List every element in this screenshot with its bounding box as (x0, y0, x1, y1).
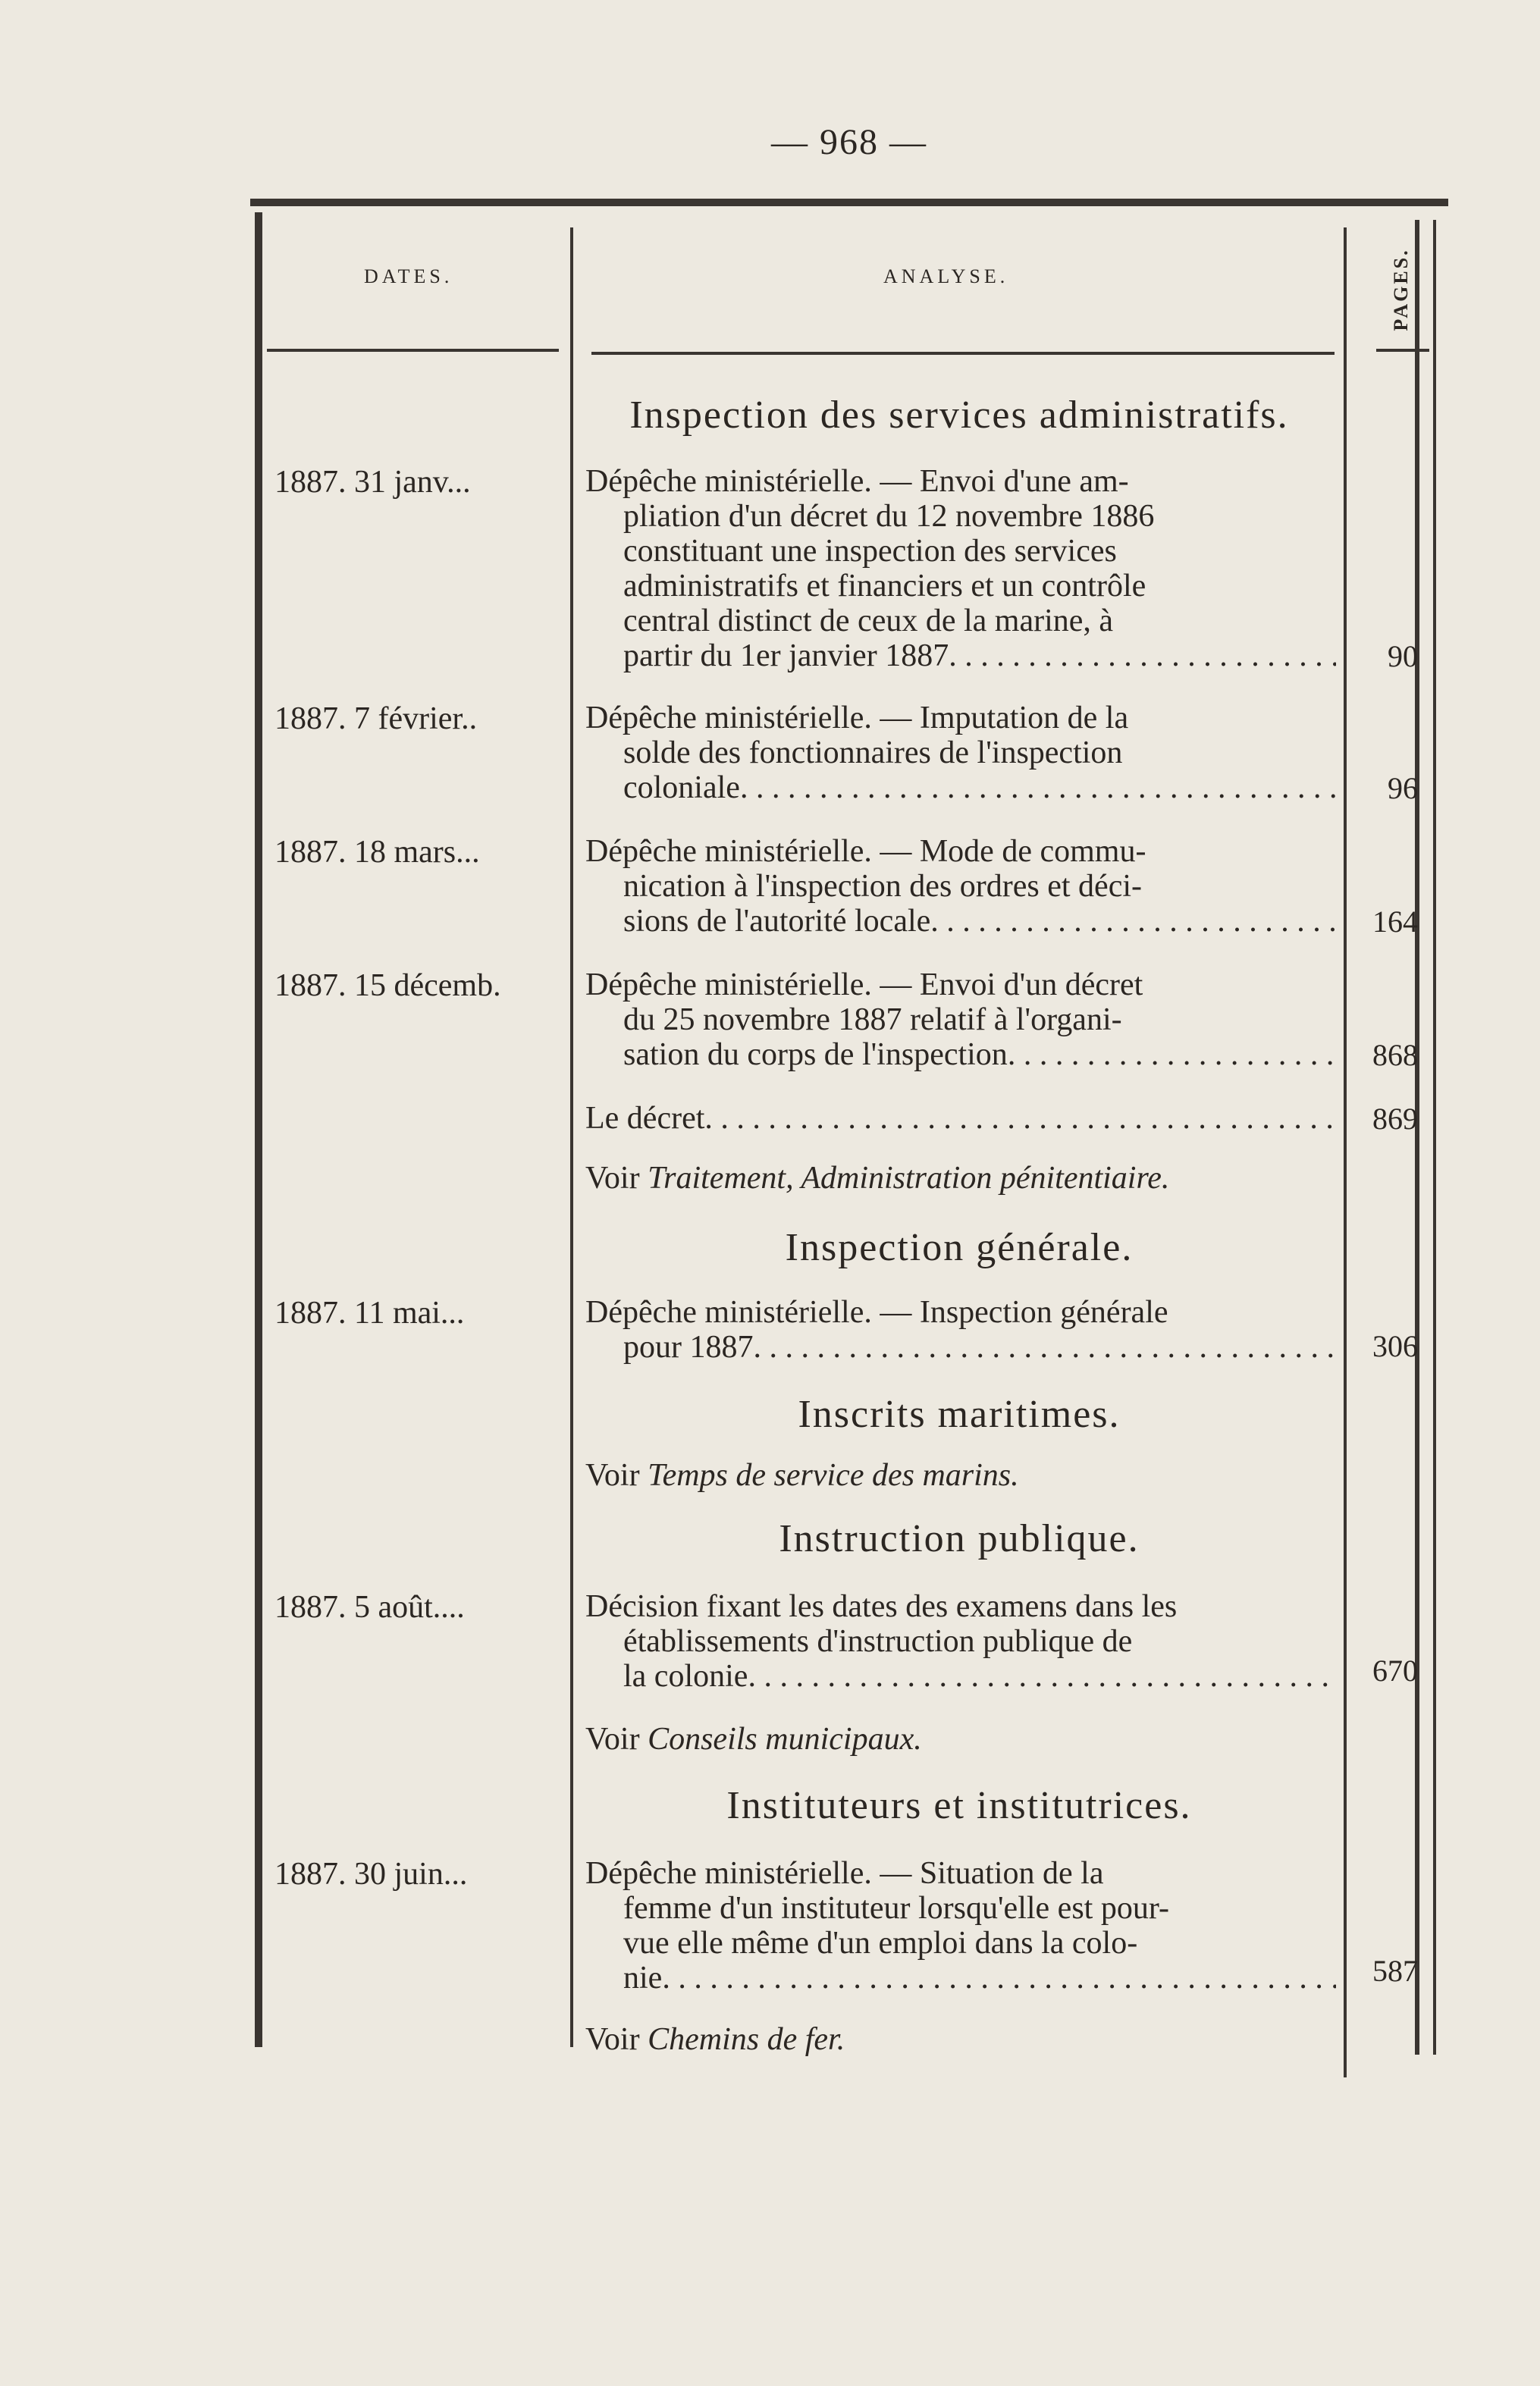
entry-line: Le décret (585, 1101, 705, 1136)
entry-analysis (585, 1101, 1336, 1136)
section-title: Instruction publique. (779, 1517, 1140, 1560)
entry-page-ref: 96 (1388, 771, 1418, 805)
entry-line: Dépêche ministérielle. — Imputation de la (585, 701, 1129, 735)
page-number: — 968 — (771, 122, 927, 162)
entry-date: 1887. 7 février.. (274, 701, 478, 736)
entry-analysis (585, 701, 1336, 805)
entry-date: 1887. 31 janv... (274, 465, 471, 500)
entry-page-ref: 164 (1372, 905, 1418, 939)
see-also-refs: Temps de service des marins. (648, 1458, 1019, 1493)
table-right-rule-outer (1433, 220, 1436, 2055)
entry-analysis (585, 1856, 1336, 1996)
header-underline-dates (267, 349, 559, 352)
entry-line: constituant une inspection des services (623, 534, 1117, 569)
entry-analysis (585, 834, 1336, 939)
entry-analysis (585, 967, 1336, 1072)
dates-column-rule (570, 227, 573, 2047)
see-also (585, 1160, 1344, 1196)
section-title: Instituteurs et institutrices. (726, 1784, 1192, 1827)
table-right-rule (1415, 220, 1419, 2055)
see-also-prefix: Voir (585, 2022, 640, 2057)
entry-page-ref: 306 (1372, 1329, 1418, 1363)
entry-page-ref: 868 (1372, 1038, 1418, 1072)
entry-line: coloniale (623, 770, 740, 805)
header-dates: DATES. (364, 265, 453, 287)
leader-dots (930, 904, 1336, 939)
entry-date: 1887. 15 décemb. (274, 968, 501, 1003)
entry-line: la colonie (623, 1659, 748, 1694)
section-title: Inspection générale. (785, 1226, 1134, 1269)
header-analyse: ANALYSE. (883, 265, 1009, 287)
entry-line: sions de l'autorité locale (623, 904, 931, 939)
entry-line: pliation d'un décret du 12 novembre 1886 (623, 499, 1155, 534)
entry-page-ref: 90 (1388, 639, 1418, 673)
leader-dots (704, 1101, 1336, 1136)
entry-line: établissements d'instruction publique de (623, 1624, 1133, 1659)
see-also-prefix: Voir (585, 1458, 640, 1493)
entry-date: 1887. 11 mai... (274, 1296, 465, 1331)
entry-page-ref: 869 (1372, 1102, 1418, 1136)
leader-dots (949, 638, 1336, 673)
entry-line: administratifs et financiers et un contrôle (623, 569, 1146, 604)
see-also (585, 2021, 1344, 2058)
entry-page-ref: 670 (1372, 1654, 1418, 1688)
entry-line: femme d'un instituteur lorsqu'elle est pour- (623, 1891, 1169, 1926)
entry-line: nie (623, 1961, 663, 1996)
entry-line: du 25 novembre 1887 relatif à l'organi- (623, 1002, 1122, 1037)
entry-line: nication à l'inspection des ordres et déci- (623, 869, 1142, 904)
entry-line: Décision fixant les dates des examens dans les (585, 1589, 1178, 1624)
header-underline-analyse (591, 352, 1335, 355)
entry-line: Dépêche ministérielle. — Inspection générale (585, 1295, 1168, 1330)
header-pages: PAGES. (1390, 248, 1412, 331)
entry-line: partir du 1er janvier 1887 (623, 638, 949, 673)
leader-dots (748, 1659, 1336, 1694)
entry-analysis (585, 464, 1336, 673)
entry-date: 1887. 30 juin... (274, 1857, 468, 1892)
section-title: Inscrits maritimes. (798, 1393, 1121, 1436)
entry-line: central distinct de ceux de la marine, à (623, 604, 1114, 638)
leader-dots (1008, 1037, 1336, 1072)
entry-analysis (585, 1295, 1336, 1365)
leader-dots (662, 1961, 1336, 1996)
see-also (585, 1457, 1344, 1494)
entry-line: Dépêche ministérielle. — Envoi d'une am- (585, 464, 1129, 499)
entry-line: vue elle même d'un emploi dans la colo- (623, 1926, 1138, 1961)
see-also-refs: Chemins de fer. (648, 2022, 845, 2057)
entry-page-ref: 587 (1372, 1954, 1418, 1988)
table-top-rule (250, 199, 1448, 206)
entry-date: 1887. 5 août.... (274, 1590, 465, 1625)
table-left-rule (255, 212, 262, 2047)
see-also-prefix: Voir (585, 1161, 640, 1196)
see-also (585, 1721, 1344, 1757)
header-underline-pages (1376, 349, 1429, 352)
entry-date: 1887. 18 mars... (274, 835, 480, 870)
section-title: Inspection des services administratifs. (629, 393, 1289, 437)
entry-line: Dépêche ministérielle. — Situation de la (585, 1856, 1104, 1891)
analyse-column-rule (1344, 227, 1347, 2077)
leader-dots (754, 1330, 1337, 1365)
entry-line: Dépêche ministérielle. — Envoi d'un décret (585, 967, 1143, 1002)
entry-analysis (585, 1589, 1336, 1694)
leader-dots (740, 770, 1336, 805)
see-also-prefix: Voir (585, 1722, 640, 1757)
entry-line: sation du corps de l'inspection (623, 1037, 1008, 1072)
see-also-refs: Traitement, Administration pénitentiaire. (648, 1161, 1170, 1196)
entry-line: solde des fonctionnaires de l'inspection (623, 735, 1123, 770)
entry-line: Dépêche ministérielle. — Mode de commu- (585, 834, 1146, 869)
see-also-refs: Conseils municipaux. (648, 1722, 922, 1757)
entry-line: pour 1887 (623, 1330, 754, 1365)
